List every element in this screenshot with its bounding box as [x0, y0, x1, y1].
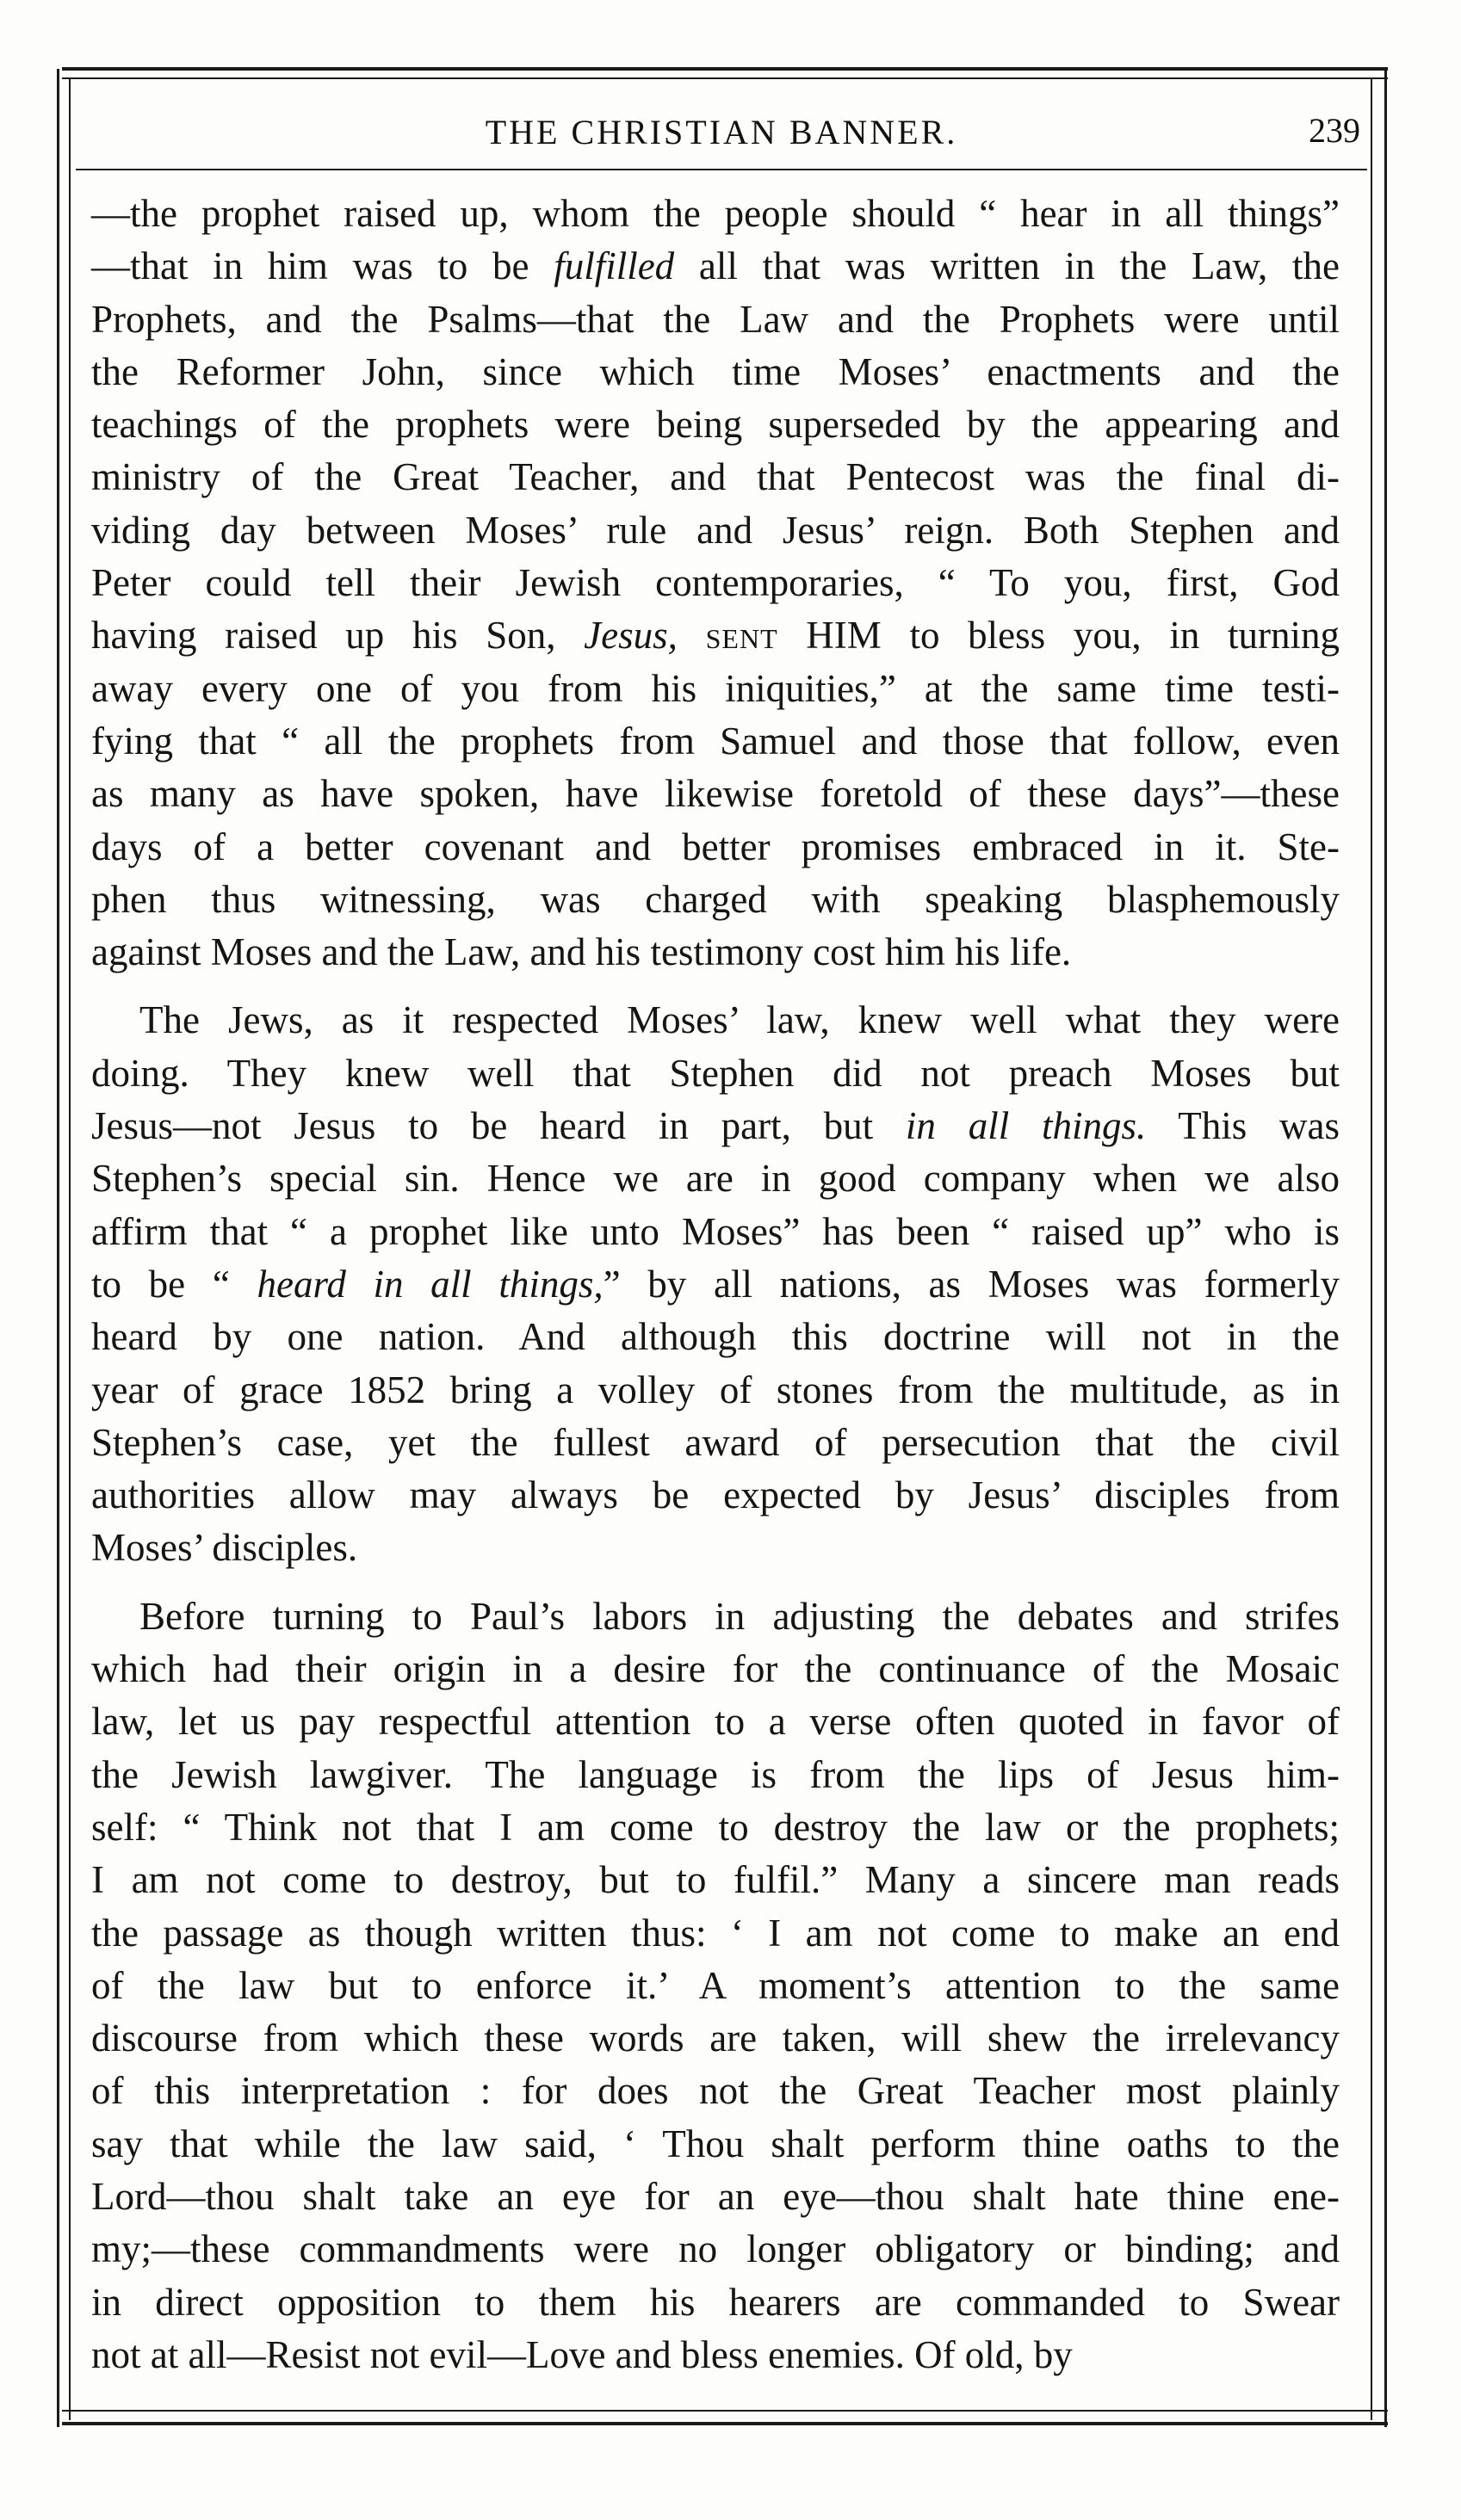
- text-run: discourse from which these words are taken, will shew the irrelevancy: [91, 2017, 1340, 2060]
- paragraph-gap: [91, 979, 1340, 994]
- text-run: —that in him was to be: [91, 244, 554, 288]
- text-line: [91, 1749, 1340, 1801]
- text-run: all that was written in the Law, the: [674, 244, 1340, 288]
- text-run: phen thus witnessing, was charged with speaking blasphemously: [91, 877, 1340, 921]
- text-line: [91, 451, 1340, 503]
- text-line: [91, 821, 1340, 874]
- text-run: Jesus—not Jesus to be heard in part, but: [91, 1104, 906, 1148]
- text-run: self: “ Think not that I am come to destroy the law or the prophets;: [91, 1805, 1340, 1849]
- text-run: of this interpretation : for does not the Great Teacher most plainly: [91, 2069, 1340, 2113]
- text-line: [91, 1258, 1340, 1311]
- text-line: [91, 2276, 1340, 2329]
- text-run: of the law but to enforce it.’ A moment’s attention to the same: [91, 1963, 1340, 2007]
- text-run: as many as have spoken, have likewise foretold of these days”—these: [91, 772, 1340, 816]
- running-title: THE CHRISTIAN BANNER.: [485, 113, 958, 151]
- italic-text: fulfilled: [554, 244, 675, 288]
- text-run: viding day between Moses’ rule and Jesus’ reign. Both Stephen and: [91, 508, 1340, 552]
- text-run: year of grace 1852 bring a volley of stones from the multitude, as in: [91, 1368, 1340, 1411]
- text-line: [91, 874, 1340, 926]
- italic-text: Jesus,: [584, 614, 678, 658]
- page-number: 239: [1309, 111, 1360, 150]
- text-line: [91, 1907, 1340, 1960]
- text-line: [91, 293, 1340, 346]
- text-run: Before turning to Paul’s labors in adjusting the debates and strifes: [139, 1594, 1340, 1638]
- text-run: to be “: [91, 1262, 257, 1306]
- text-run: against Moses and the Law, and his testimony cost him his life.: [91, 930, 1072, 974]
- text-run: say that while the law said, ‘ Thou shalt perform thine oaths to the: [91, 2122, 1340, 2165]
- frame-bottom-inner-rule: [62, 2410, 1388, 2412]
- text-run: not at all—Resist not evil—Love and bless enemies. Of old, by: [91, 2332, 1073, 2376]
- text-line: [91, 926, 1340, 979]
- text-line: [91, 1590, 1340, 1643]
- italic-text: in all things.: [905, 1104, 1147, 1148]
- text-run: days of a better covenant and better promises embraced in it. Ste-: [91, 825, 1340, 868]
- text-line: [91, 1417, 1340, 1469]
- paragraph: [91, 188, 1340, 979]
- frame-left-inner-rule: [69, 79, 71, 2420]
- text-line: [91, 188, 1340, 240]
- text-run: the Reformer John, since which time Moses’ enactments and the: [91, 349, 1340, 393]
- text-line: [91, 2329, 1340, 2381]
- text-line: [91, 1469, 1340, 1522]
- text-line: [91, 994, 1340, 1047]
- text-run: —the prophet raised up, whom the people should “ hear in all things”: [91, 192, 1340, 235]
- frame-right-rule: [1384, 69, 1387, 2427]
- text-run: away every one of you from his iniquities,” at the same time testi-: [91, 666, 1340, 710]
- text-line: [91, 1854, 1340, 1906]
- paragraph: [91, 994, 1340, 1574]
- text-line: [91, 557, 1340, 609]
- text-line: [91, 1152, 1340, 1205]
- text-line: [91, 663, 1340, 715]
- text-run: This was: [1146, 1104, 1340, 1148]
- text-run: ministry of the Great Teacher, and that Pentecost was the final di-: [91, 455, 1340, 499]
- text-line: [91, 2012, 1340, 2065]
- text-line: [91, 2171, 1340, 2223]
- text-line: [91, 2223, 1340, 2276]
- text-line: [91, 1100, 1340, 1152]
- text-line: [91, 768, 1340, 820]
- frame-right-inner-rule: [1371, 79, 1372, 2420]
- small-caps-text: sent: [705, 614, 778, 658]
- text-line: [91, 1047, 1340, 1100]
- text-run: Prophets, and the Psalms—that the Law and the Prophets were until: [91, 297, 1340, 341]
- text-run: heard by one nation. And although this doctrine will not in the: [91, 1315, 1340, 1359]
- frame-left-rule: [57, 69, 59, 2427]
- paragraph-gap: [91, 1575, 1340, 1590]
- frame-bottom-rule: [62, 2422, 1388, 2425]
- text-run: teachings of the prophets were being superseded by the appearing and: [91, 403, 1340, 447]
- text-run: Moses’ disciples.: [91, 1526, 358, 1570]
- text-run: Lord—thou shalt take an eye for an eye—thou shalt hate thine ene-: [91, 2174, 1340, 2218]
- text-run: HIM to bless you, in turning: [777, 614, 1340, 658]
- text-line: [91, 1643, 1340, 1695]
- text-run: I am not come to destroy, but to fulfil.” Many a sincere man reads: [91, 1858, 1340, 1902]
- text-line: [91, 1311, 1340, 1363]
- text-run: having raised up his Son,: [91, 614, 585, 658]
- text-run: the passage as though written thus: ‘ I am not come to make an end: [91, 1911, 1340, 1955]
- text-line: [91, 609, 1340, 662]
- text-run: Stephen’s special sin. Hence we are in good company when we also: [91, 1157, 1340, 1201]
- text-run: fying that “ all the prophets from Samuel and those that follow, even: [91, 719, 1340, 763]
- text-run: ” by all nations, as Moses was formerly: [603, 1262, 1340, 1306]
- text-run: doing. They knew well that Stephen did not preach Moses but: [91, 1051, 1340, 1095]
- paragraph: [91, 1590, 1340, 2381]
- text-run: my;—these commandments were no longer obligatory or binding; and: [91, 2227, 1340, 2271]
- frame-top-inner-rule: [62, 77, 1388, 79]
- header-rule: [76, 169, 1367, 170]
- text-line: [91, 504, 1340, 557]
- text-line: [91, 715, 1340, 768]
- text-run: the Jewish lawgiver. The language is from the lips of Jesus him-: [91, 1752, 1340, 1796]
- text-line: [91, 1960, 1340, 2012]
- text-run: Peter could tell their Jewish contemporaries, “ To you, first, God: [91, 561, 1340, 605]
- text-line: [91, 346, 1340, 398]
- running-header: [76, 102, 1367, 162]
- text-line: [91, 2065, 1340, 2117]
- text-line: [91, 1364, 1340, 1417]
- text-line: [91, 1695, 1340, 1748]
- text-run: law, let us pay respectful attention to a verse often quoted in favor of: [91, 1700, 1340, 1744]
- text-line: [91, 398, 1340, 451]
- text-line: [91, 2118, 1340, 2171]
- text-run: [678, 614, 706, 657]
- text-run: in direct opposition to them his hearers are commanded to Swear: [91, 2280, 1340, 2324]
- text-run: The Jews, as it respected Moses’ law, knew well what they were: [139, 998, 1340, 1042]
- frame-top-rule: [62, 67, 1388, 71]
- italic-text: heard in all things,: [257, 1262, 604, 1306]
- text-run: which had their origin in a desire for the continuance of the Mosaic: [91, 1647, 1340, 1691]
- text-line: [91, 1801, 1340, 1854]
- text-run: Stephen’s case, yet the fullest award of persecution that the civil: [91, 1420, 1340, 1464]
- text-run: authorities allow may always be expected by Jesus’ disciples from: [91, 1473, 1340, 1517]
- text-line: [91, 1206, 1340, 1258]
- text-line: [91, 240, 1340, 293]
- text-line: [91, 1522, 1340, 1574]
- text-run: affirm that “ a prophet like unto Moses” has been “ raised up” who is: [91, 1209, 1340, 1253]
- body-text: [91, 188, 1340, 2381]
